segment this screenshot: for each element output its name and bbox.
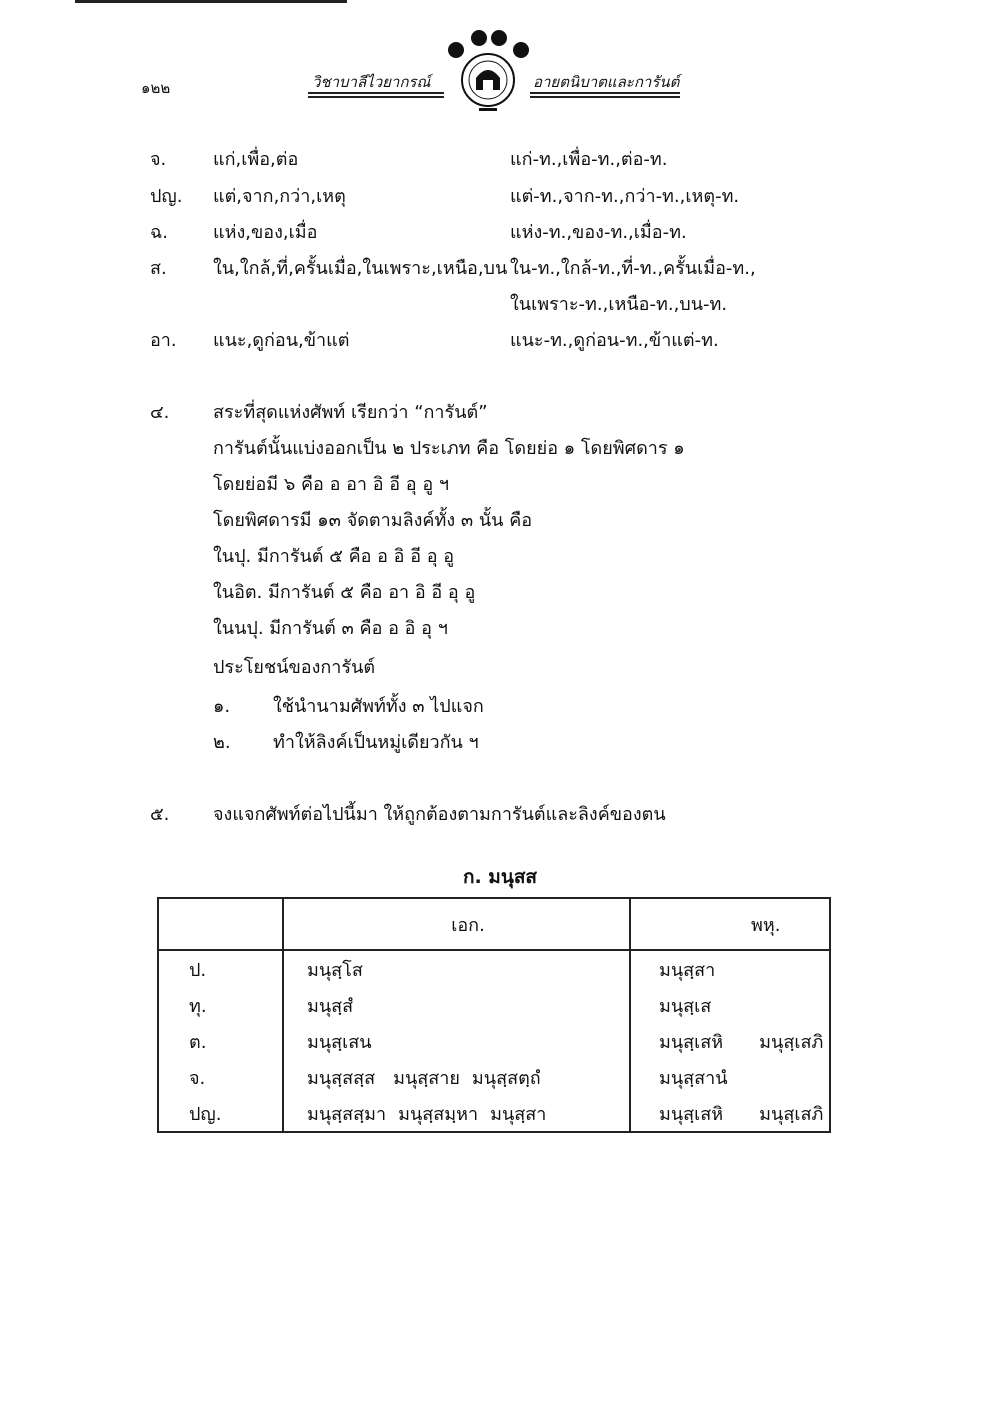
case-abbr: ส. [150,258,167,279]
header-plural: พหุ. [630,898,830,950]
plural-cell [630,1095,830,1132]
form: มนุสฺเสภิ [759,1031,824,1053]
header-rule-left-1 [308,92,444,94]
section-4-line: โดยพิศดารมี ๑๓ จัดตามลิงค์ทั้ง ๓ นั้น คือ [213,510,533,531]
case-forms: แห่ง-ท.,ของ-ท.,เมื่อ-ท. [510,222,687,243]
case-words: แห่ง,ของ,เมื่อ [213,222,318,243]
case-cell: ป. [158,950,283,987]
table-title: ก. มนุสส [462,866,538,888]
form: มนุสฺสสฺส [307,1067,376,1089]
case-forms: แก่-ท.,เพื่อ-ท.,ต่อ-ท. [510,149,668,170]
table-row [158,1023,830,1059]
form: มนุสฺเส [659,995,712,1017]
form: มนุสฺสานํ [659,1067,728,1089]
form: มนุสฺสสฺมา [307,1103,387,1125]
section-5-text: จงแจกศัพท์ต่อไปนี้มา ให้ถูกต้องตามการันต์และลิงค์ของตน [213,804,666,825]
form: มนุสฺสา [490,1103,547,1125]
case-abbr: อา. [150,330,177,351]
section-4-line: ประโยชน์ของการันต์ [213,657,376,678]
section-4-line: ในนปุ. มีการันต์ ๓ คือ อ อิ อุ ฯ [213,618,448,639]
singular-cell [283,1059,630,1095]
case-words: ใน,ใกล้,ที่,ครั้นเมื่อ,ในเพราะ,เหนือ,บน [213,258,508,279]
form: มนุสฺโส [307,959,363,981]
benefit-number: ๑. [213,696,231,717]
table-row [158,987,830,1023]
table-row [158,1059,830,1095]
benefit-number: ๒. [213,732,231,753]
case-words: แต่,จาก,กว่า,เหตุ [213,186,346,207]
section-4-line: ในปุ. มีการันต์ ๕ คือ อ อิ อี อุ อู [213,546,455,567]
section-4-number: ๔. [150,402,170,423]
institution-seal-icon [443,28,533,118]
declension-table [157,897,831,1133]
header-rule-left-2 [308,96,444,98]
singular-cell [283,950,630,987]
header-singular: เอก. [283,898,630,950]
form: มนุสฺสตฺถํ [471,1067,541,1089]
singular-cell [283,1095,630,1132]
form: มนุสฺเสหิ [659,1031,724,1053]
case-words: แนะ,ดูก่อน,ข้าแต่ [213,330,350,351]
plural-cell [630,1023,830,1059]
plural-cell [630,1059,830,1095]
table-row [158,1095,830,1132]
table-header-row [158,898,830,950]
header-right-title: อายตนิบาตและการันต์ [533,73,680,91]
form: มนุสฺสา [659,959,716,981]
section-5-number: ๕. [150,804,170,825]
case-abbr: ฉ. [150,222,168,243]
top-rule [75,0,347,3]
form: มนุสฺสาย [393,1067,460,1089]
case-cell: จ. [158,1059,283,1095]
section-4-line: โดยย่อมี ๖ คือ อ อา อิ อี อุ อู ฯ [213,474,449,495]
singular-cell [283,987,630,1023]
form: มนุสฺสมฺหา [398,1103,479,1125]
case-words: แก่,เพื่อ,ต่อ [213,149,299,170]
plural-cell [630,987,830,1023]
form: มนุสฺเสภิ [759,1103,824,1125]
header-rule-right-1 [530,92,680,94]
case-forms: แต่-ท.,จาก-ท.,กว่า-ท.,เหตุ-ท. [510,186,740,207]
benefit-text: ใช้นำนามศัพท์ทั้ง ๓ ไปแจก [273,696,484,717]
case-cell: ต. [158,1023,283,1059]
header-rule-right-2 [530,96,680,98]
header-left-title: วิชาบาลีไวยากรณ์ [312,73,431,91]
page-number: ๑๒๒ [141,79,171,97]
form: มนุสฺเสหิ [659,1103,724,1125]
case-forms: แนะ-ท.,ดูก่อน-ท.,ข้าแต่-ท. [510,330,719,351]
form: มนุสฺสํ [307,995,354,1017]
case-forms-continued: ในเพราะ-ท.,เหนือ-ท.,บน-ท. [510,294,728,315]
case-cell: ปญ. [158,1095,283,1132]
table-row [158,950,830,987]
singular-cell [283,1023,630,1059]
case-abbr: ปญ. [150,186,183,207]
form: มนุสฺเสน [307,1031,372,1053]
case-cell: ทุ. [158,987,283,1023]
case-forms: ใน-ท.,ใกล้-ท.,ที่-ท.,ครั้นเมื่อ-ท., [510,258,756,279]
benefit-text: ทำให้ลิงค์เป็นหมู่เดียวกัน ฯ [273,732,479,753]
header-case [158,898,283,950]
case-abbr: จ. [150,149,167,170]
plural-cell [630,950,830,987]
section-4-line: การันต์นั้นแบ่งออกเป็น ๒ ประเภท คือ โดยย่อ ๑ โดยพิศดาร ๑ [213,438,685,459]
section-4-line: สระที่สุดแห่งศัพท์ เรียกว่า “การันต์” [213,402,488,423]
section-4-line: ในอิต. มีการันต์ ๕ คือ อา อิ อี อุ อู [213,582,476,603]
